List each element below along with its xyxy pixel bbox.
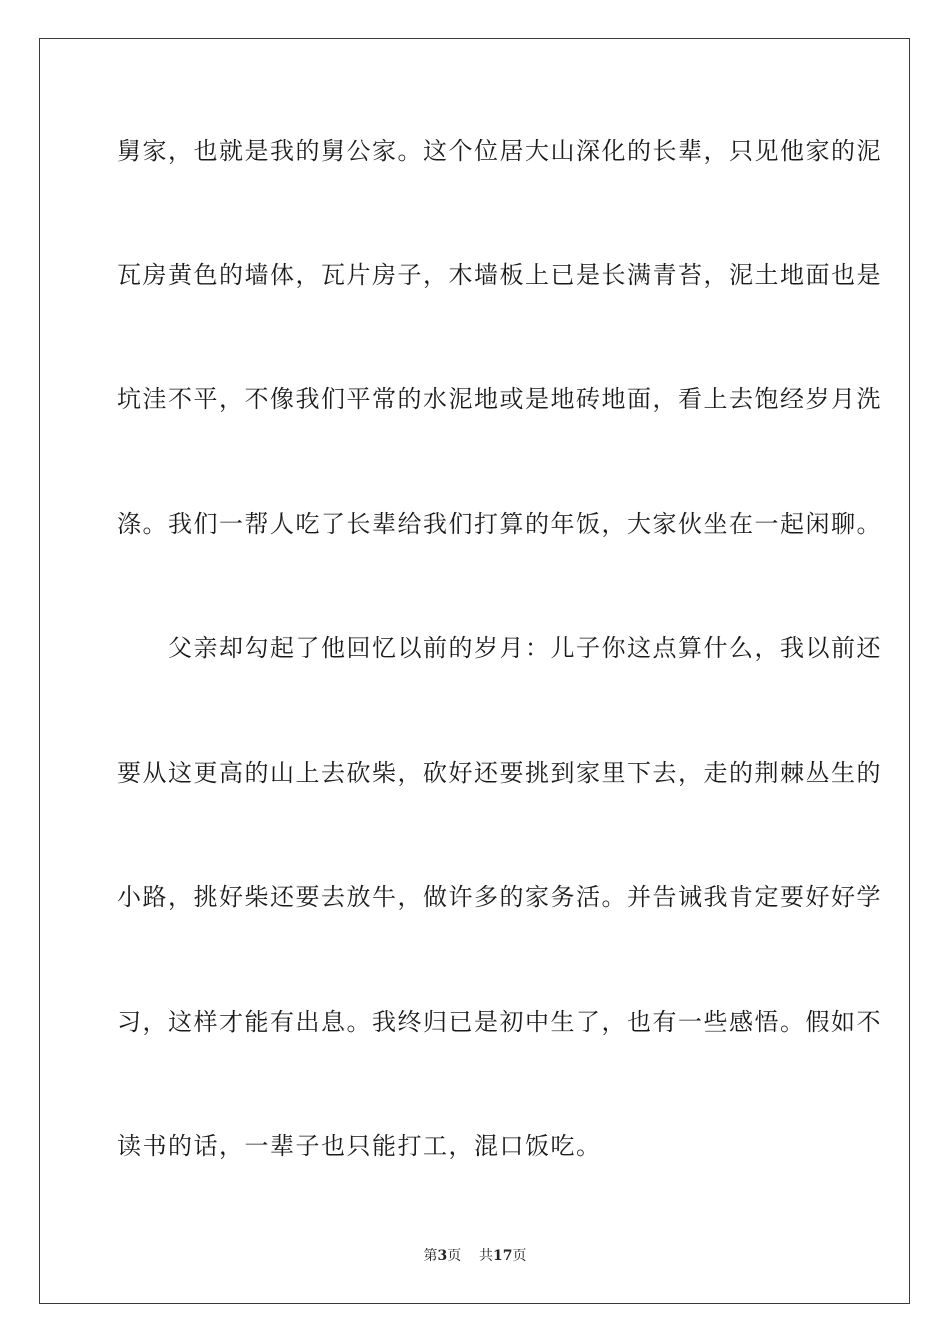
paragraph-line-7: 小路，挑好柴还要去放牛，做许多的家务活。并告诫我肯定要好好学 — [117, 883, 882, 911]
paragraph-line-9: 读书的话，一辈子也只能打工，混口饭吃。 — [117, 1132, 602, 1160]
paragraph-line-2: 瓦房黄色的墙体，瓦片房子，木墙板上已是长满青苔，泥土地面也是 — [117, 261, 882, 289]
footer-page-number: 3 — [437, 1248, 448, 1264]
footer-page-suffix: 页 — [447, 1248, 462, 1264]
page-border — [39, 38, 910, 1304]
paragraph-line-6: 要从这更高的山上去砍柴，砍好还要挑到家里下去，走的荆棘丛生的 — [117, 759, 882, 787]
paragraph-line-5: 父亲却勾起了他回忆以前的岁月：儿子你这点算什么，我以前还 — [117, 634, 882, 662]
paragraph-line-1: 舅家，也就是我的舅公家。这个位居大山深化的长辈，只见他家的泥 — [117, 137, 882, 165]
footer-total-prefix: 共 — [479, 1248, 494, 1264]
footer-total-suffix: 页 — [512, 1248, 527, 1264]
footer-total-pages: 17 — [493, 1248, 513, 1264]
paragraph-line-3: 坑洼不平，不像我们平常的水泥地或是地砖地面，看上去饱经岁月洗 — [117, 385, 882, 413]
footer-page-prefix: 第 — [423, 1248, 438, 1264]
paragraph-line-4: 涤。我们一帮人吃了长辈给我们打算的年饭，大家伙坐在一起闲聊。 — [117, 510, 882, 538]
page-footer — [0, 1247, 950, 1265]
paragraph-line-8: 习，这样才能有出息。我终归已是初中生了，也有一些感悟。假如不 — [117, 1008, 882, 1036]
